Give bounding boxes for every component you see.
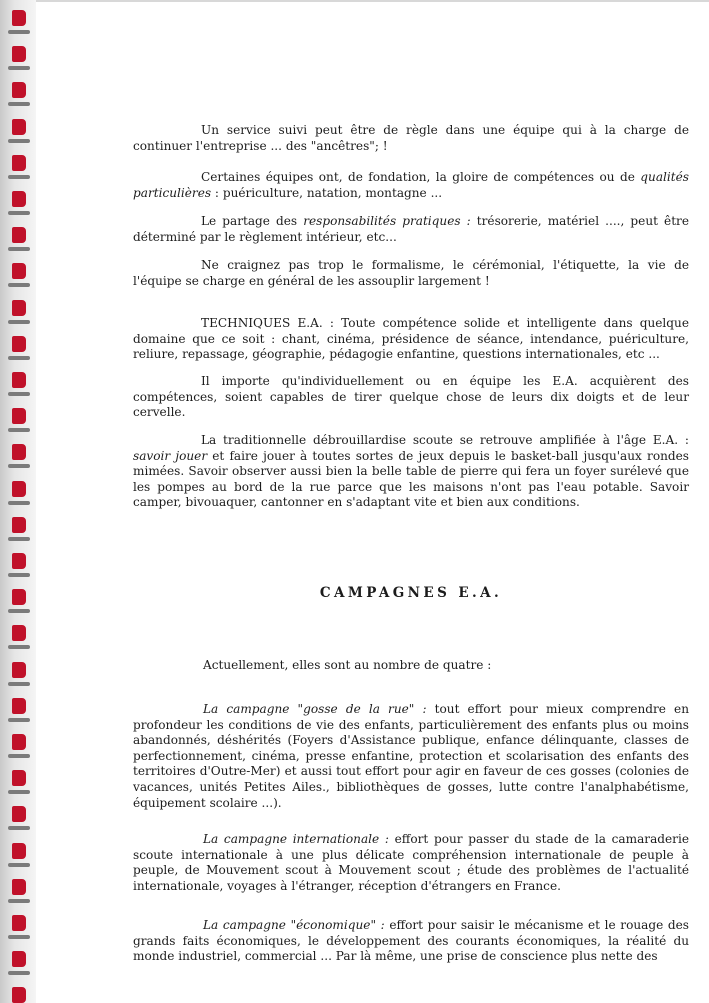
campaign-internationale: La campagne internationale : effort pour passer du stade de la camaraderie scoute internationale à une plus délicate compréhension internationale de peuple à peuple, de Mouvement scout à Mouvement scout ; étude des problèmes de l'actualité internationale, voyages à l'étranger, réception d'étrangers en France. [133,832,689,893]
binding-wire [8,573,30,577]
binding-wire [8,863,30,867]
binding-wire [8,754,30,758]
paragraph-partage: Le partage des responsabilités pratiques : trésorerie, matériel ...., peut être déterminé par le règlement intérieur, etc... [133,214,689,244]
binding-wire [8,790,30,794]
binding-tab [12,191,26,207]
binding-tab [12,879,26,895]
binding-wire [8,211,30,215]
binding-wire [8,899,30,903]
binding-wire [8,320,30,324]
binding-tab [12,119,26,135]
binding-tab [12,987,26,1003]
campaigns-intro: Actuellement, elles sont au nombre de quatre : [203,658,492,672]
binding-wire [8,609,30,613]
binding-tab [12,662,26,678]
paragraph-competences: Il importe qu'individuellement ou en équipe les E.A. acquièrent des compétences, soient capables de tirer quelque chose de leurs dix doigts et de leur cervelle. [133,374,689,420]
binding-tab [12,444,26,460]
binding-wire [8,682,30,686]
binding-tab [12,227,26,243]
binding-tab [12,843,26,859]
binding-tab [12,734,26,750]
binding-wire [8,464,30,468]
paragraph-debrouillardise: La traditionnelle débrouillardise scoute se retrouve amplifiée à l'âge E.A. : savoir jouer et faire jouer à toutes sortes de jeux depuis le basket-ball jusqu'aux rondes mimées. Savoir observer aussi bien la belle table de pierre qui fera un foyer surélevé que les pompes au bord de la rue parce que les maisons n'ont pas l'eau potable. Savoir camper, bivouaquer, cantonner en s'adaptant vite et bien aux conditions. [133,433,689,510]
binding-tab [12,589,26,605]
page-top-edge [36,0,709,2]
binding-wire [8,428,30,432]
binding-tab [12,625,26,641]
binding-wire [8,537,30,541]
binding-wire [8,392,30,396]
binding-wire [8,66,30,70]
binding-wire [8,102,30,106]
binding-tab [12,770,26,786]
spiral-binding [0,0,36,1003]
binding-tab [12,10,26,26]
binding-tab [12,806,26,822]
binding-wire [8,30,30,34]
binding-tab [12,517,26,533]
binding-tab [12,155,26,171]
paragraph-fondation: Certaines équipes ont, de fondation, la gloire de compétences ou de qualités particulières : puériculture, natation, montagne ... [133,170,689,200]
binding-tab [12,46,26,62]
binding-tab [12,408,26,424]
binding-tab [12,336,26,352]
section-title: CAMPAGNES E.A. [319,585,503,601]
binding-wire [8,971,30,975]
paragraph-techniques: TECHNIQUES E.A. : Toute compétence solide et intelligente dans quelque domaine que ce soit : chant, cinéma, présidence de séance, intendance, puériculture, reliure, repassage, géographie, pédagogie enfantine, questions internationales, etc ... [133,316,689,362]
binding-tab [12,915,26,931]
binding-tab [12,698,26,714]
binding-wire [8,718,30,722]
binding-tab [12,82,26,98]
paragraph-formalisme: Ne craignez pas trop le formalisme, le cérémonial, l'étiquette, la vie de l'équipe se charge en général de les assouplir largement ! [133,258,689,288]
binding-tab [12,951,26,967]
campaign-gosse-de-la-rue: La campagne "gosse de la rue" : tout effort pour mieux comprendre en profondeur les conditions de vie des enfants, particulièrement des enfants plus ou moins abandonnés, déshérités (Foyers d'Assistance publique, enfance délinquante, classes de perfectionnement, cinéma, presse enfantine, protection et scolarisation des enfants des territoires d'Outre-Mer) et aussi tout effort pour agir en faveur de ces gosses (colonies de vacances, unités Petites Ailes., bibliothèques de gosses, lutte contre l'analphabétisme, équipement scolaire ...). [133,702,689,810]
binding-wire [8,175,30,179]
binding-wire [8,645,30,649]
binding-wire [8,139,30,143]
binding-wire [8,356,30,360]
binding-wire [8,826,30,830]
binding-tab [12,300,26,316]
binding-wire [8,247,30,251]
binding-tab [12,481,26,497]
binding-wire [8,935,30,939]
binding-wire [8,501,30,505]
binding-wire [8,283,30,287]
binding-tab [12,372,26,388]
binding-tab [12,263,26,279]
binding-tab [12,553,26,569]
paragraph-service: Un service suivi peut être de règle dans une équipe qui à la charge de continuer l'entreprise ... des "ancêtres"; ! [133,123,689,153]
campaign-economique: La campagne "économique" : effort pour saisir le mécanisme et le rouage des grands faits économiques, le développement des courants économiques, la réalité du monde industriel, commercial ... Par là même, une prise de conscience plus nette des [133,918,689,964]
